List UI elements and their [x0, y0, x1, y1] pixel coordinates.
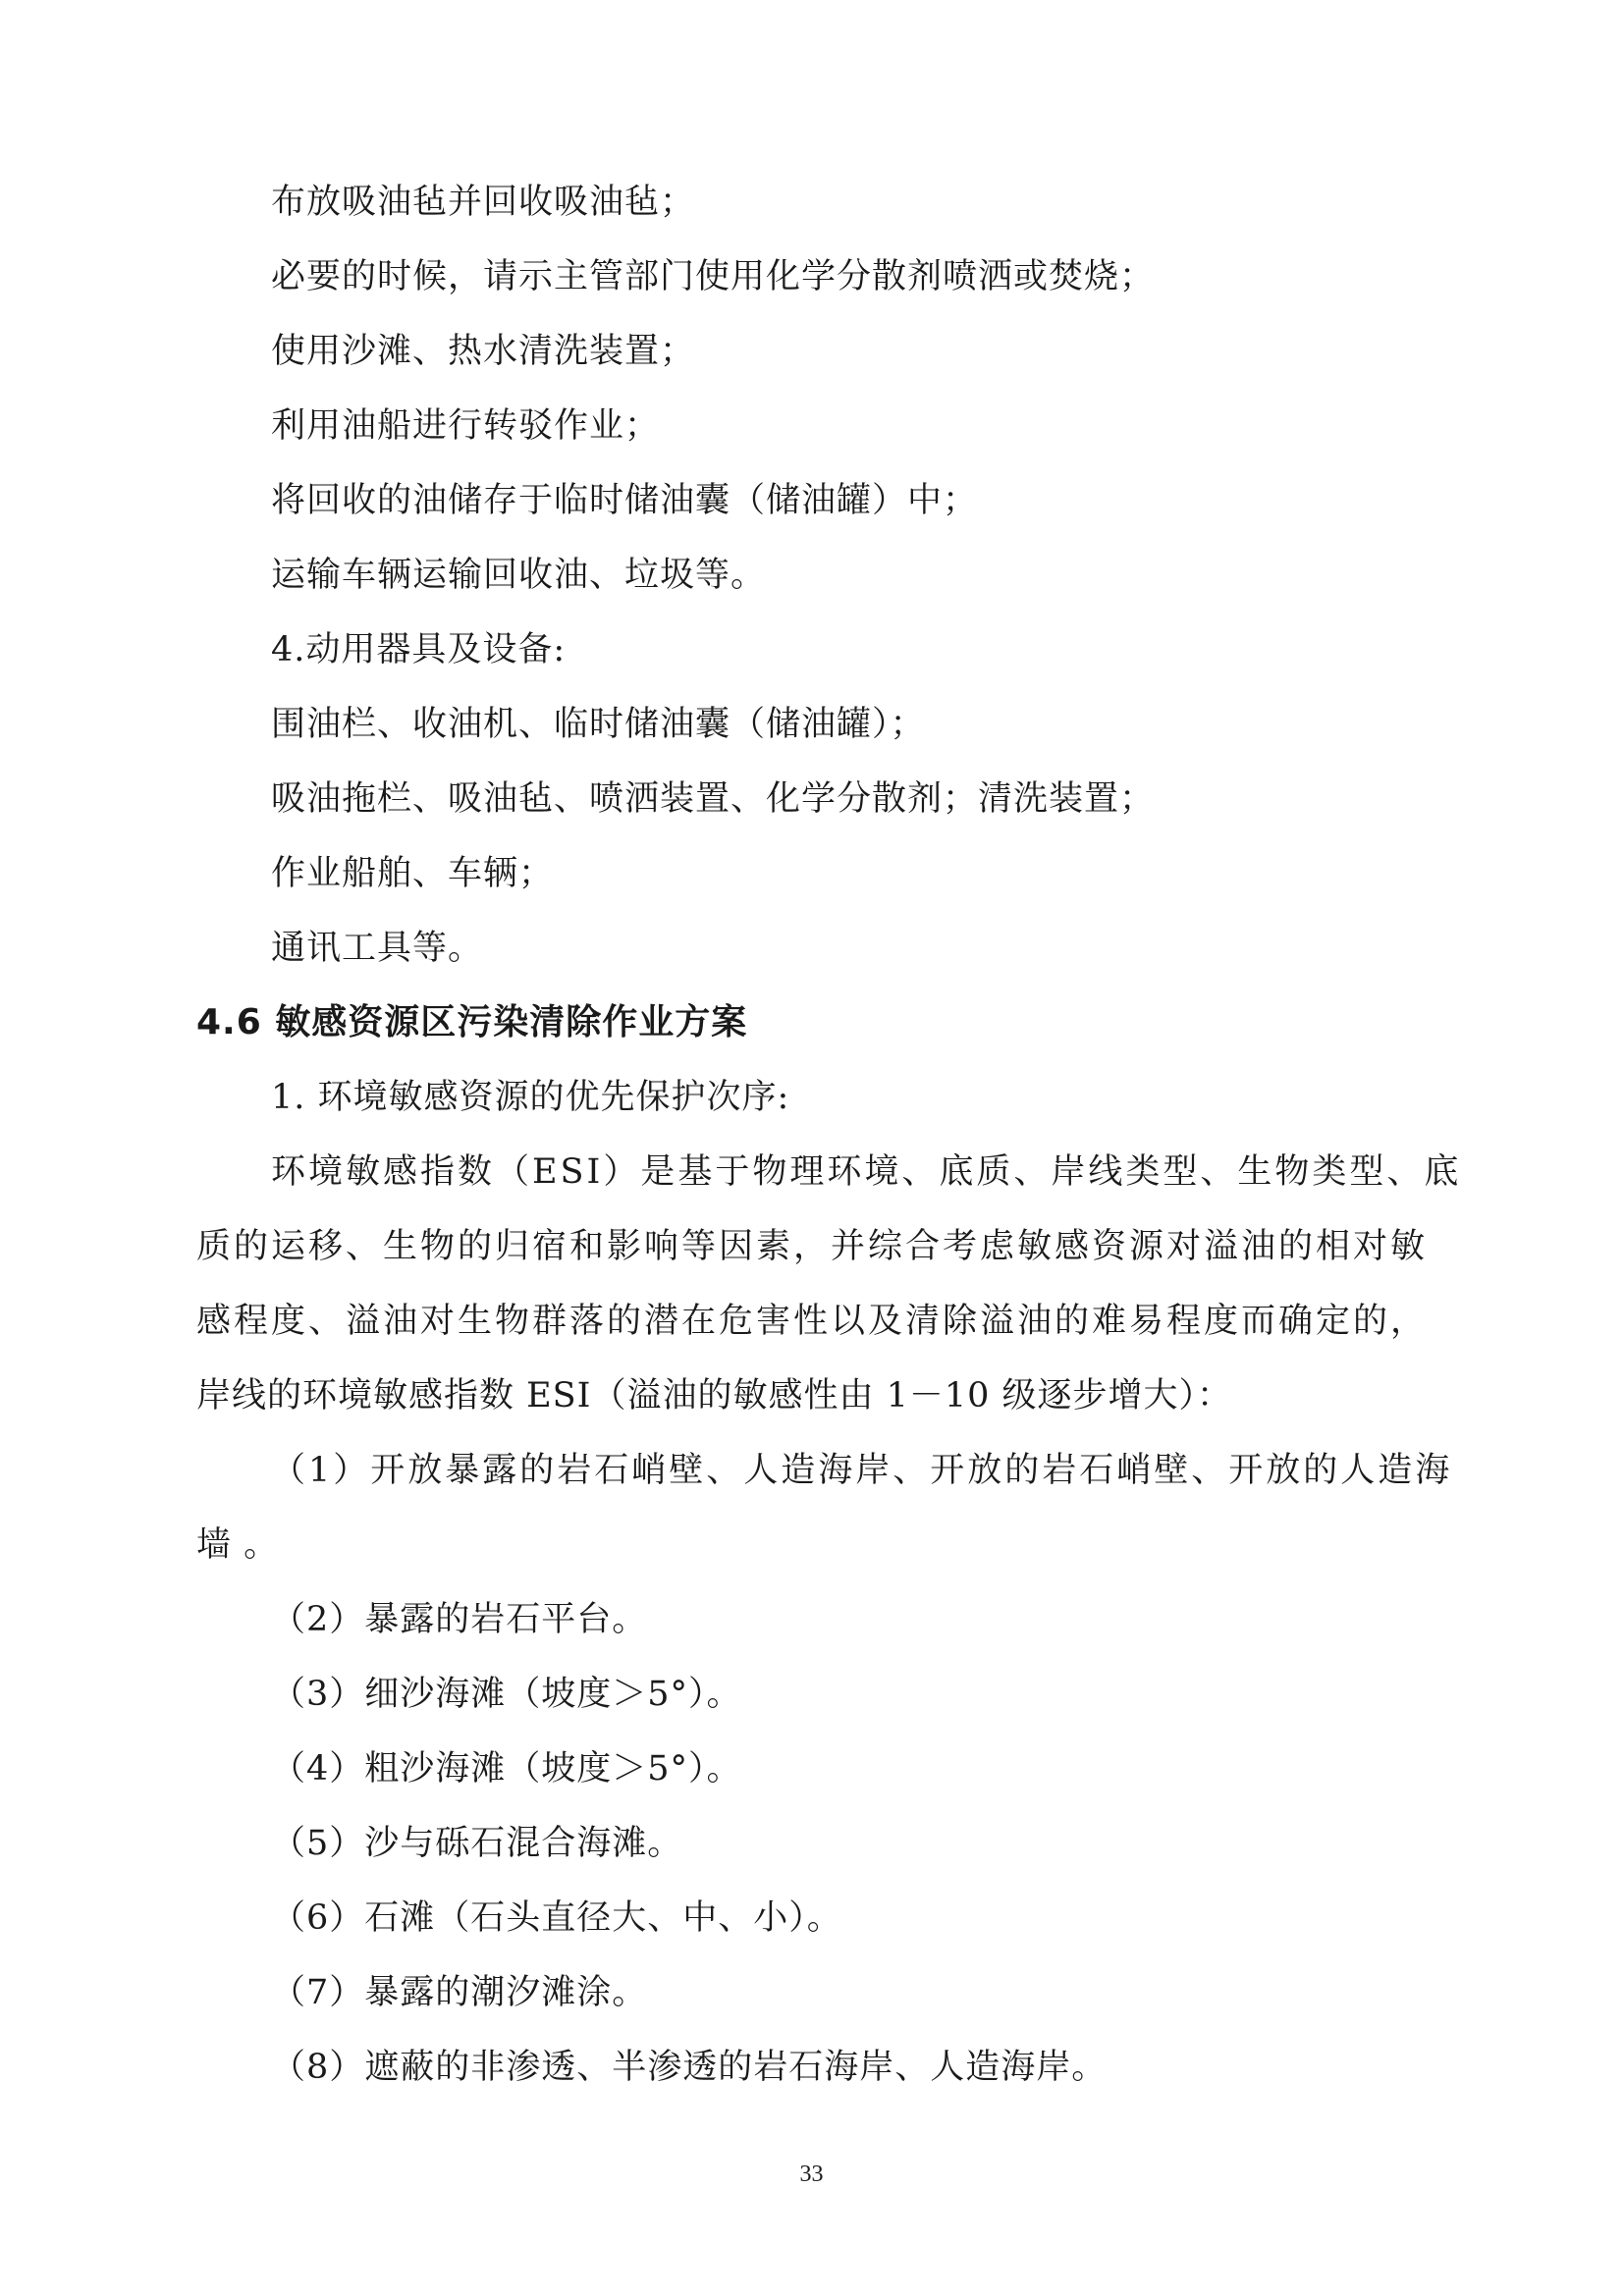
body-line: 吸油拖栏、吸油毡、喷洒装置、化学分散剂；清洗装置； [271, 779, 1156, 819]
list-item: （5）沙与砾石混合海滩。 [271, 1824, 683, 1863]
list-item: （4）粗沙海滩（坡度＞5°）。 [271, 1749, 742, 1789]
paragraph-line: 质的运移、生物的归宿和影响等因素，并综合考虑敏感资源对溢油的相对敏 [196, 1227, 1429, 1266]
list-item: （6）石滩（石头直径大、中、小）。 [271, 1898, 842, 1938]
list-item: （7）暴露的潮汐滩涂。 [271, 1973, 648, 2012]
section-heading: 4.6 敏感资源区污染清除作业方案 [196, 1002, 748, 1042]
list-subheading: 4.动用器具及设备: [271, 630, 567, 669]
body-line: 利用油船进行转驳作业； [271, 406, 661, 446]
paragraph-line: 感程度、溢油对生物群落的潜在危害性以及清除溢油的难易程度而确定的， [196, 1302, 1429, 1341]
section-subheading: 1. 环境敏感资源的优先保护次序: [271, 1078, 790, 1117]
list-item: （1）开放暴露的岩石峭壁、人造海岸、开放的岩石峭壁、开放的人造海 [271, 1451, 1453, 1490]
body-line: 使用沙滩、热水清洗装置； [271, 332, 696, 371]
page-number: 33 [799, 2162, 824, 2187]
paragraph-line: 岸线的环境敏感指数 ESI（溢油的敏感性由 1－10 级逐步增大）： [196, 1376, 1233, 1415]
body-line: 布放吸油毡并回收吸油毡； [271, 183, 696, 222]
list-item: （3）细沙海滩（坡度＞5°）。 [271, 1675, 742, 1714]
body-line: 运输车辆运输回收油、垃圾等。 [271, 556, 767, 595]
body-line: 将回收的油储存于临时储油囊（储油罐）中； [271, 481, 979, 520]
list-item: 墙 。 [196, 1525, 280, 1565]
body-line: 作业船舶、车辆； [271, 854, 555, 893]
body-line: 围油栏、收油机、临时储油囊（储油罐）； [271, 705, 926, 744]
body-line: 必要的时候，请示主管部门使用化学分散剂喷洒或焚烧； [271, 257, 1156, 296]
body-line: 通讯工具等。 [271, 929, 484, 968]
list-item: （8）遮蔽的非渗透、半渗透的岩石海岸、人造海岸。 [271, 2048, 1108, 2087]
paragraph-line: 环境敏感指数（ESI）是基于物理环境、底质、岸线类型、生物类型、底 [271, 1152, 1462, 1192]
list-item: （2）暴露的岩石平台。 [271, 1600, 648, 1639]
